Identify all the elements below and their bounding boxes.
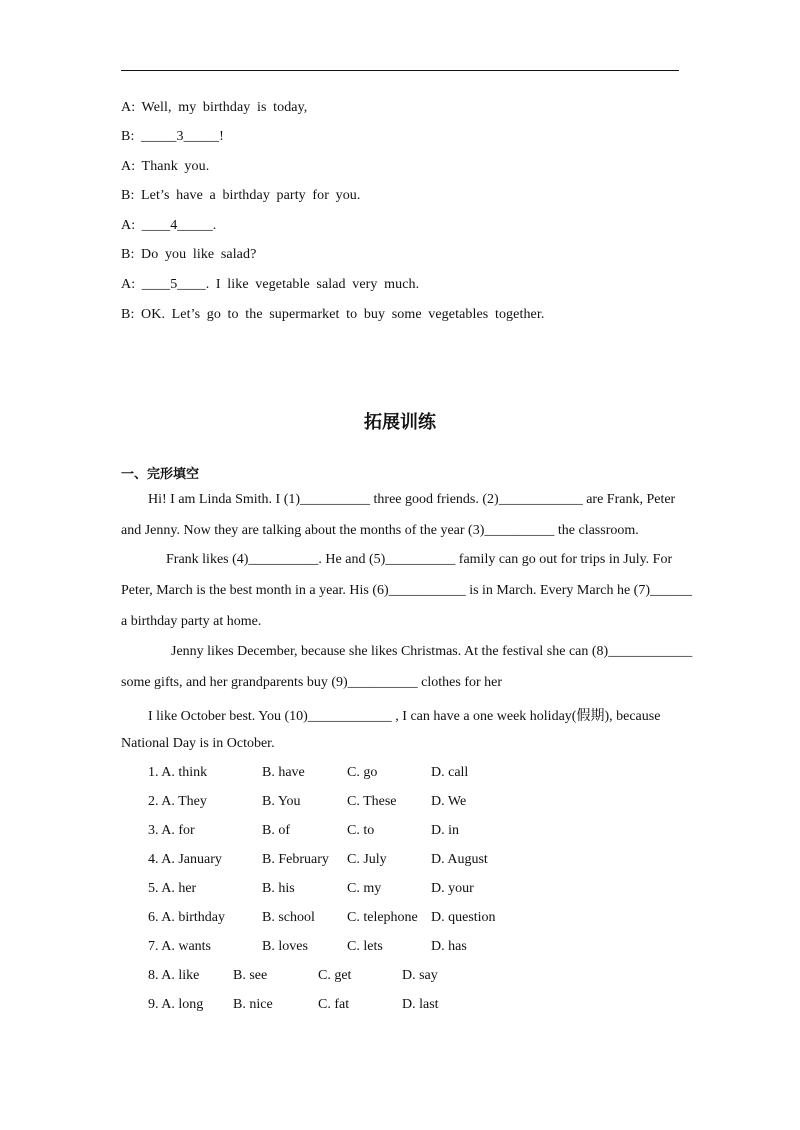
dialogue-line: A: ____4_____.: [121, 218, 217, 233]
option-c: C. my: [347, 881, 382, 896]
passage-line: and Jenny. Now they are talking about the months of the year (3)__________ the classroom.: [121, 523, 639, 538]
option-d: D. your: [431, 881, 474, 896]
option-c: C. fat: [318, 997, 350, 1012]
header-rule: [121, 70, 679, 71]
option-d: D. last: [402, 997, 439, 1012]
passage-line: Hi! I am Linda Smith. I (1)__________ three good friends. (2)____________ are Frank, Peter: [148, 492, 676, 507]
passage-line: some gifts, and her grandparents buy (9)__________ clothes for her: [121, 675, 503, 690]
option-b: B. of: [262, 823, 290, 838]
option-a: 4. A. January: [148, 852, 222, 867]
passage-line: National Day is in October.: [121, 736, 275, 751]
option-row: [0, 852, 800, 872]
dialogue-line: B: Let’s have a birthday party for you.: [121, 188, 361, 203]
option-c: C. These: [347, 794, 397, 809]
option-c: C. July: [347, 852, 387, 867]
option-c: C. telephone: [347, 910, 418, 925]
option-a: 9. A. long: [148, 997, 204, 1012]
option-row: [0, 939, 800, 959]
passage-line: Jenny likes December, because she likes Christmas. At the festival she can (8)____________: [171, 644, 693, 659]
passage-line: I like October best. You (10)____________ , I can have a one week holiday(假期), because: [148, 709, 661, 724]
option-a: 1. A. think: [148, 765, 208, 780]
dialogue-line: A: ____5____. I like vegetable salad very much.: [121, 277, 420, 292]
option-c: C. get: [318, 968, 352, 983]
dialogue-line: B: _____3_____!: [121, 129, 224, 144]
option-d: D. in: [431, 823, 459, 838]
option-a: 6. A. birthday: [148, 910, 225, 925]
option-d: D. has: [431, 939, 467, 954]
option-a: 2. A. They: [148, 794, 207, 809]
dialogue-line: B: Do you like salad?: [121, 247, 257, 262]
passage-line: Peter, March is the best month in a year. His (6)___________ is in March. Every March he (7)______: [121, 583, 692, 598]
option-row: [0, 765, 800, 785]
option-b: B. You: [262, 794, 301, 809]
dialogue-line: B: OK. Let’s go to the supermarket to buy some vegetables together.: [121, 307, 545, 322]
option-a: 5. A. her: [148, 881, 197, 896]
option-row: [0, 910, 800, 930]
option-b: B. see: [233, 968, 268, 983]
dialogue-line: A: Thank you.: [121, 159, 210, 174]
option-b: B. school: [262, 910, 315, 925]
option-c: C. to: [347, 823, 375, 838]
option-d: D. We: [431, 794, 467, 809]
passage-line: Frank likes (4)__________. He and (5)__________ family can go out for trips in July. For: [166, 552, 673, 567]
option-b: B. loves: [262, 939, 308, 954]
option-a: 7. A. wants: [148, 939, 211, 954]
option-b: B. have: [262, 765, 305, 780]
section-title: 拓展训练: [364, 412, 436, 433]
option-b: B. nice: [233, 997, 273, 1012]
option-b: B. February: [262, 852, 329, 867]
option-b: B. his: [262, 881, 295, 896]
option-row: [0, 881, 800, 901]
option-d: D. August: [431, 852, 488, 867]
part-heading: 一、完形填空: [121, 467, 200, 482]
option-row: [0, 997, 800, 1017]
option-a: 8. A. like: [148, 968, 200, 983]
option-d: D. call: [431, 765, 469, 780]
option-c: C. go: [347, 765, 378, 780]
option-row: [0, 823, 800, 843]
dialogue-line: A: Well, my birthday is today,: [121, 100, 308, 115]
option-c: C. lets: [347, 939, 383, 954]
option-row: [0, 794, 800, 814]
option-d: D. question: [431, 910, 496, 925]
option-d: D. say: [402, 968, 438, 983]
option-a: 3. A. for: [148, 823, 195, 838]
passage-line: a birthday party at home.: [121, 614, 262, 629]
option-row: [0, 968, 800, 988]
